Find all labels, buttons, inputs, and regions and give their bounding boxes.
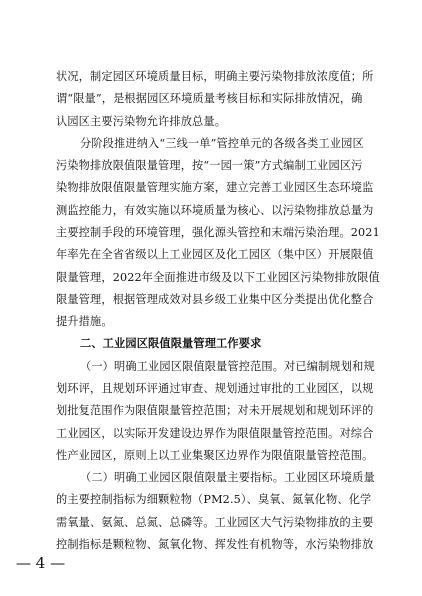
text-line-5: 污染物排放限值限量管理，按“一园一策”方式编制工业园区污 (56, 159, 363, 172)
text-line-20: 需氧量、氨氮、总氮、总磷等。工业园区大气污染物排放的主要 (56, 516, 374, 529)
text-line-6: 染物排放限值限量管理实施方案，建立完善工业园区生态环境监 (56, 181, 374, 194)
text-line-18: （二）明确工业园区限值限量主要指标。工业园区环境质量 (80, 471, 375, 484)
text-line-16: 工业园区，以实际开发建设边界作为限值限量管控范围。对综合 (56, 427, 374, 440)
text-line-14: 划环评，且规划环评通过审查、规划通过审批的工业园区，以规 (56, 382, 374, 395)
text-line-11: 限量管理，根据管理成效对县乡级工业集中区分类提出优化整合 (56, 293, 374, 306)
text-line-3: 认园区主要污染物允许排放总量。 (56, 115, 227, 128)
text-line-8: 主要控制手段的环境管理，强化源头管控和末端污染治理。2021 (56, 226, 380, 239)
text-line-7: 测监控能力，有效实施以环境质量为核心、以污染物排放总量为 (56, 204, 374, 217)
text-line-13: （一）明确工业园区限值限量管控范围。对已编制规划和规 (80, 360, 375, 373)
text-line-2: 谓“限量”，是根据园区环境质量考核目标和实际排放情况，确 (56, 92, 363, 105)
section-heading: 二、工业园区限值限量管理工作要求 (80, 337, 262, 350)
text-line-21: 控制指标是颗粒物、氮氧化物、挥发性有机物等，水污染物排放 (56, 538, 374, 551)
text-line-19: 的主要控制指标为细颗粒物（PM2.5）、臭氧、氮氧化物、化学 (56, 493, 372, 506)
text-line-9: 年率先在全省省级以上工业园区及化工园区（集中区）开展限值 (56, 248, 374, 261)
text-line-12: 提升措施。 (56, 315, 113, 328)
text-line-17: 性产业园区，原则上以工业集聚区边界作为限值限量管控范围。 (56, 449, 374, 462)
page-number: — 4 — (16, 554, 66, 572)
text-line-1: 状况，制定园区环境质量目标，明确主要污染物排放浓度值；所 (56, 70, 374, 83)
text-line-10: 限量管理，2022年全面推进市级及以下工业园区污染物排放限值 (56, 271, 380, 284)
text-line-4: 分阶段推进纳入“三线一单”管控单元的各级各类工业园区 (80, 137, 364, 150)
text-line-15: 划批复范围作为限值限量管控范围；对未开展规划和规划环评的 (56, 404, 374, 417)
